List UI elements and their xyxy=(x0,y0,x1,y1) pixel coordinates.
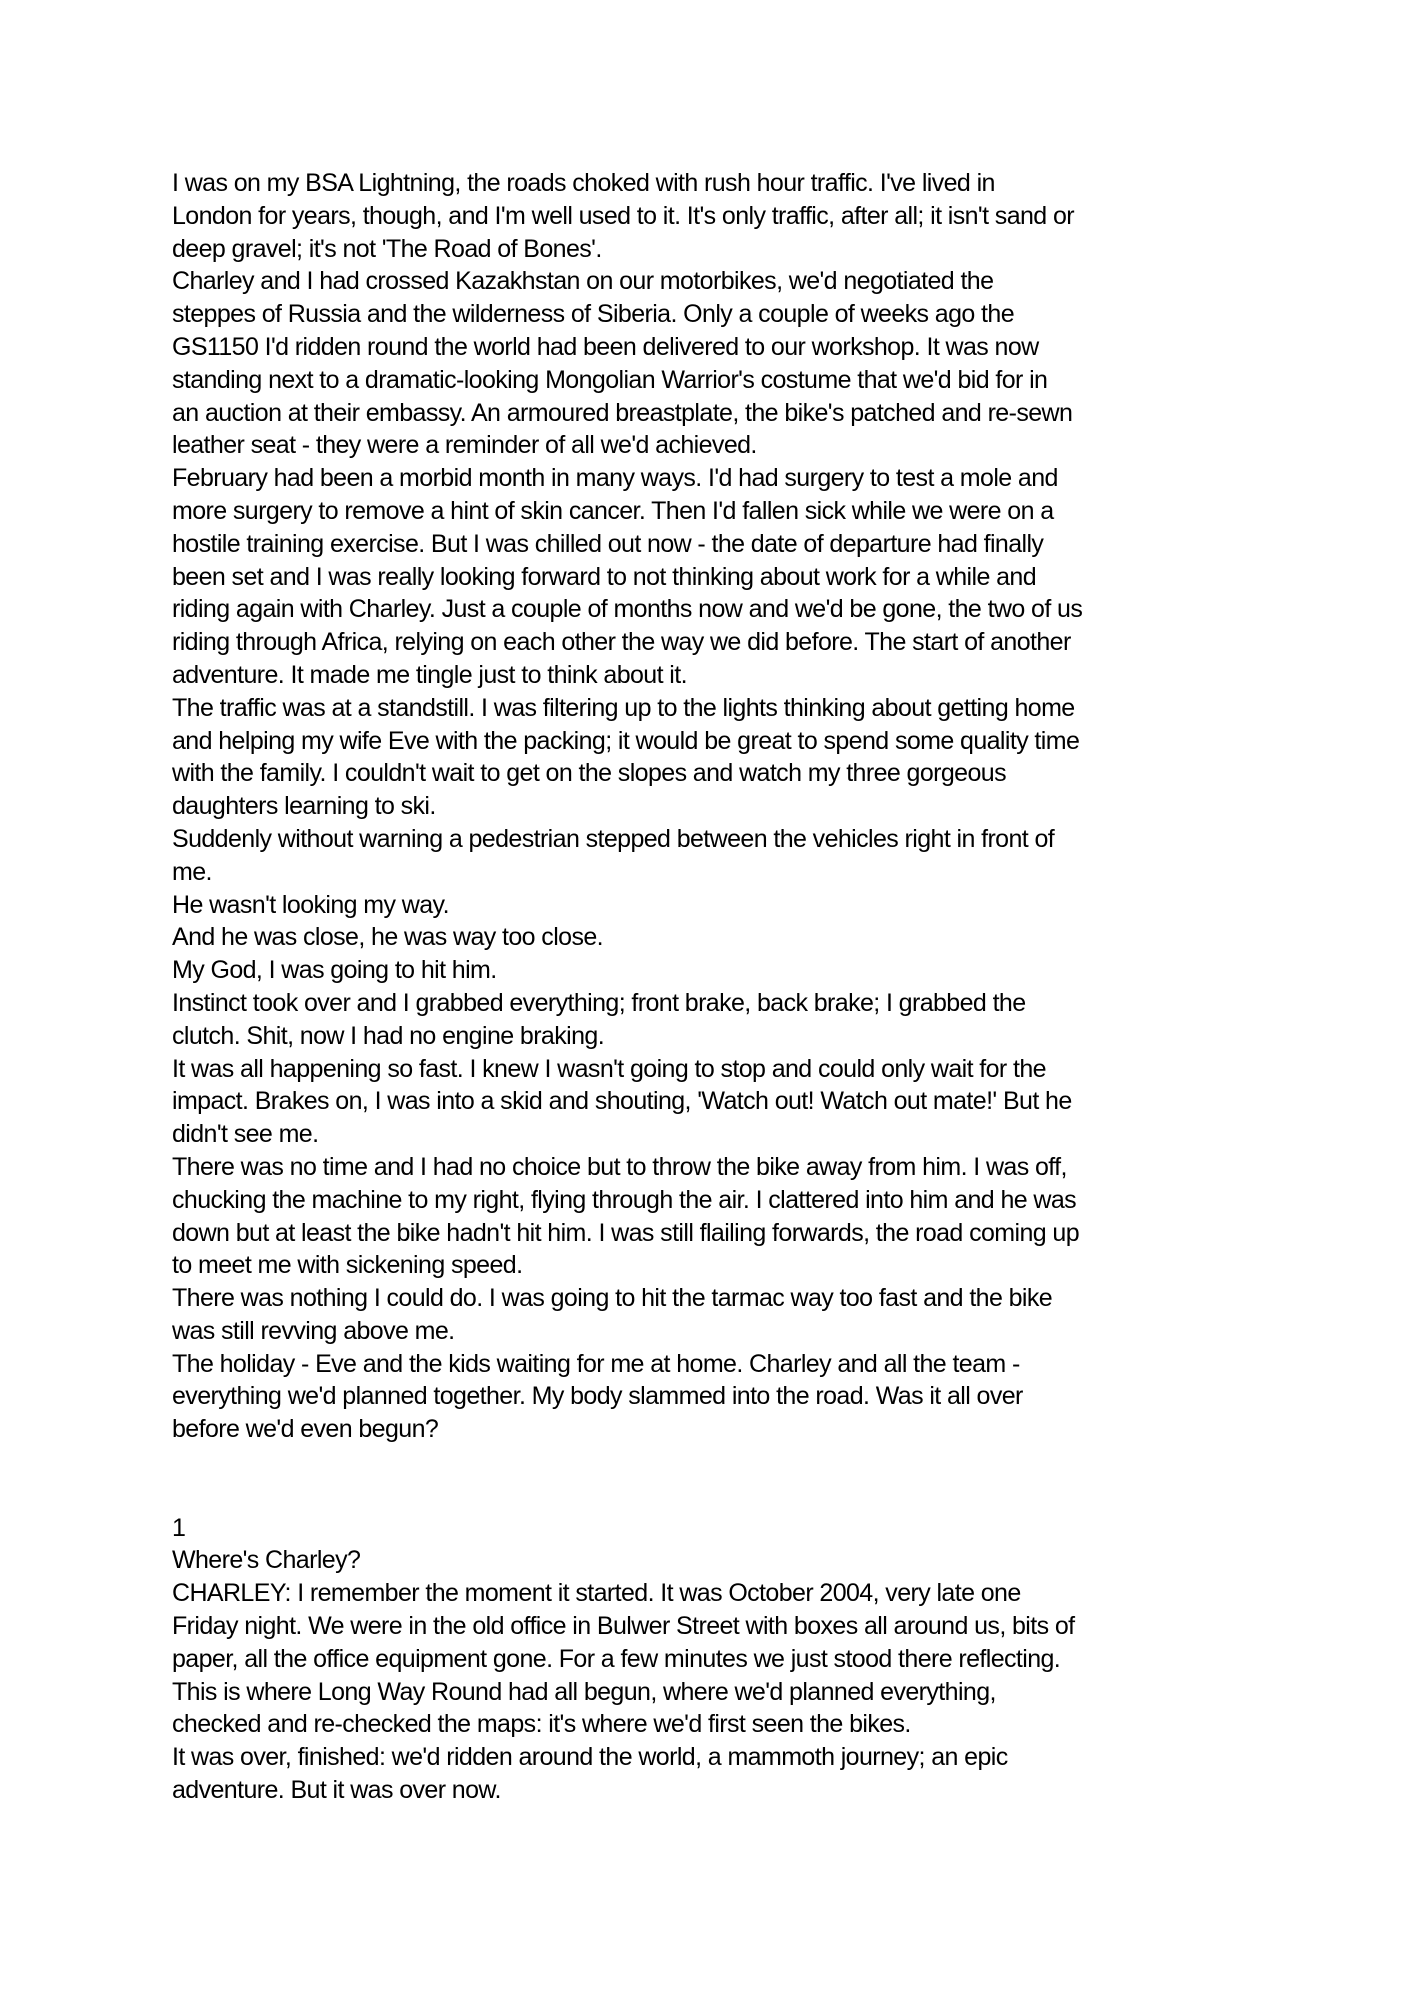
text-line: clutch. Shit, now I had no engine braking. xyxy=(172,1021,605,1050)
text-line: Suddenly without warning a pedestrian stepped between the vehicles right in front of xyxy=(172,824,1055,853)
text-line: leather seat - they were a reminder of all we'd achieved. xyxy=(172,431,757,460)
text-line: GS1150 I'd ridden round the world had been delivered to our workshop. It was now xyxy=(172,332,1039,361)
text-line: with the family. I couldn't wait to get on the slopes and watch my three gorgeous xyxy=(172,759,1006,788)
text-line: CHARLEY: I remember the moment it started. It was October 2004, very late one xyxy=(172,1579,1021,1608)
text-line: It was all happening so fast. I knew I wasn't going to stop and could only wait for the xyxy=(172,1054,1046,1083)
text-line: I was on my BSA Lightning, the roads choked with rush hour traffic. I've lived in xyxy=(172,169,995,197)
text-line: checked and re-checked the maps: it's where we'd first seen the bikes. xyxy=(172,1710,911,1739)
text-line: more surgery to remove a hint of skin cancer. Then I'd fallen sick while we were on a xyxy=(172,496,1054,525)
text-line: adventure. It made me tingle just to think about it. xyxy=(172,660,687,689)
text-line: was still revving above me. xyxy=(172,1316,455,1345)
text-line: daughters learning to ski. xyxy=(172,792,436,821)
text-line: been set and I was really looking forward to not thinking about work for a while and xyxy=(172,562,1037,591)
text-line: 1 xyxy=(172,1513,186,1542)
text-line: impact. Brakes on, I was into a skid and shouting, 'Watch out! Watch out mate!' But he xyxy=(172,1087,1072,1116)
text-line: before we'd even begun? xyxy=(172,1415,439,1444)
text-line: adventure. But it was over now. xyxy=(172,1776,501,1805)
text-line: an auction at their embassy. An armoured breastplate, the bike's patched and re-sewn xyxy=(172,398,1073,427)
text-line: London for years, though, and I'm well used to it. It's only traffic, after all; it isn't sand or xyxy=(172,201,1074,230)
text-line: deep gravel; it's not 'The Road of Bones'. xyxy=(172,234,602,263)
text-line xyxy=(172,1446,1302,1479)
document-text xyxy=(172,167,1302,1807)
text-line: There was nothing I could do. I was going to hit the tarmac way too fast and the bike xyxy=(172,1284,1053,1313)
text-line xyxy=(172,1479,1302,1512)
text-line: Instinct took over and I grabbed everything; front brake, back brake; I grabbed the xyxy=(172,988,1026,1017)
text-line: hostile training exercise. But I was chilled out now - the date of departure had finally xyxy=(172,529,1044,558)
text-line: paper, all the office equipment gone. For a few minutes we just stood there reflecting. xyxy=(172,1644,1061,1673)
text-line: And he was close, he was way too close. xyxy=(172,923,604,952)
text-line: me. xyxy=(172,857,212,886)
text-line: He wasn't looking my way. xyxy=(172,890,449,919)
text-line: steppes of Russia and the wilderness of Siberia. Only a couple of weeks ago the xyxy=(172,300,1015,329)
text-line: standing next to a dramatic-looking Mongolian Warrior's costume that we'd bid for in xyxy=(172,365,1048,394)
text-line: to meet me with sickening speed. xyxy=(172,1251,523,1280)
text-line: The holiday - Eve and the kids waiting for me at home. Charley and all the team - xyxy=(172,1349,1020,1378)
text-line: Charley and I had crossed Kazakhstan on our motorbikes, we'd negotiated the xyxy=(172,267,994,296)
text-line: riding again with Charley. Just a couple of months now and we'd be gone, the two of us xyxy=(172,595,1083,624)
text-line: My God, I was going to hit him. xyxy=(172,956,497,985)
text-line: There was no time and I had no choice but to throw the bike away from him. I was off, xyxy=(172,1152,1067,1181)
text-line: Friday night. We were in the old office in Bulwer Street with boxes all around us, bits of xyxy=(172,1612,1075,1641)
text-line: This is where Long Way Round had all begun, where we'd planned everything, xyxy=(172,1677,996,1706)
text-line: didn't see me. xyxy=(172,1120,319,1149)
text-line: chucking the machine to my right, flying through the air. I clattered into him and he was xyxy=(172,1185,1077,1214)
text-line: everything we'd planned together. My body slammed into the road. Was it all over xyxy=(172,1382,1023,1411)
text-line: Where's Charley? xyxy=(172,1546,361,1575)
text-line: February had been a morbid month in many ways. I'd had surgery to test a mole and xyxy=(172,464,1058,493)
text-line: It was over, finished: we'd ridden around the world, a mammoth journey; an epic xyxy=(172,1743,1008,1772)
text-line: and helping my wife Eve with the packing; it would be great to spend some quality time xyxy=(172,726,1080,755)
text-line: riding through Africa, relying on each other the way we did before. The start of another xyxy=(172,628,1071,657)
text-line: down but at least the bike hadn't hit him. I was still flailing forwards, the road coming up xyxy=(172,1218,1080,1247)
text-line: The traffic was at a standstill. I was filtering up to the lights thinking about getting home xyxy=(172,693,1075,722)
